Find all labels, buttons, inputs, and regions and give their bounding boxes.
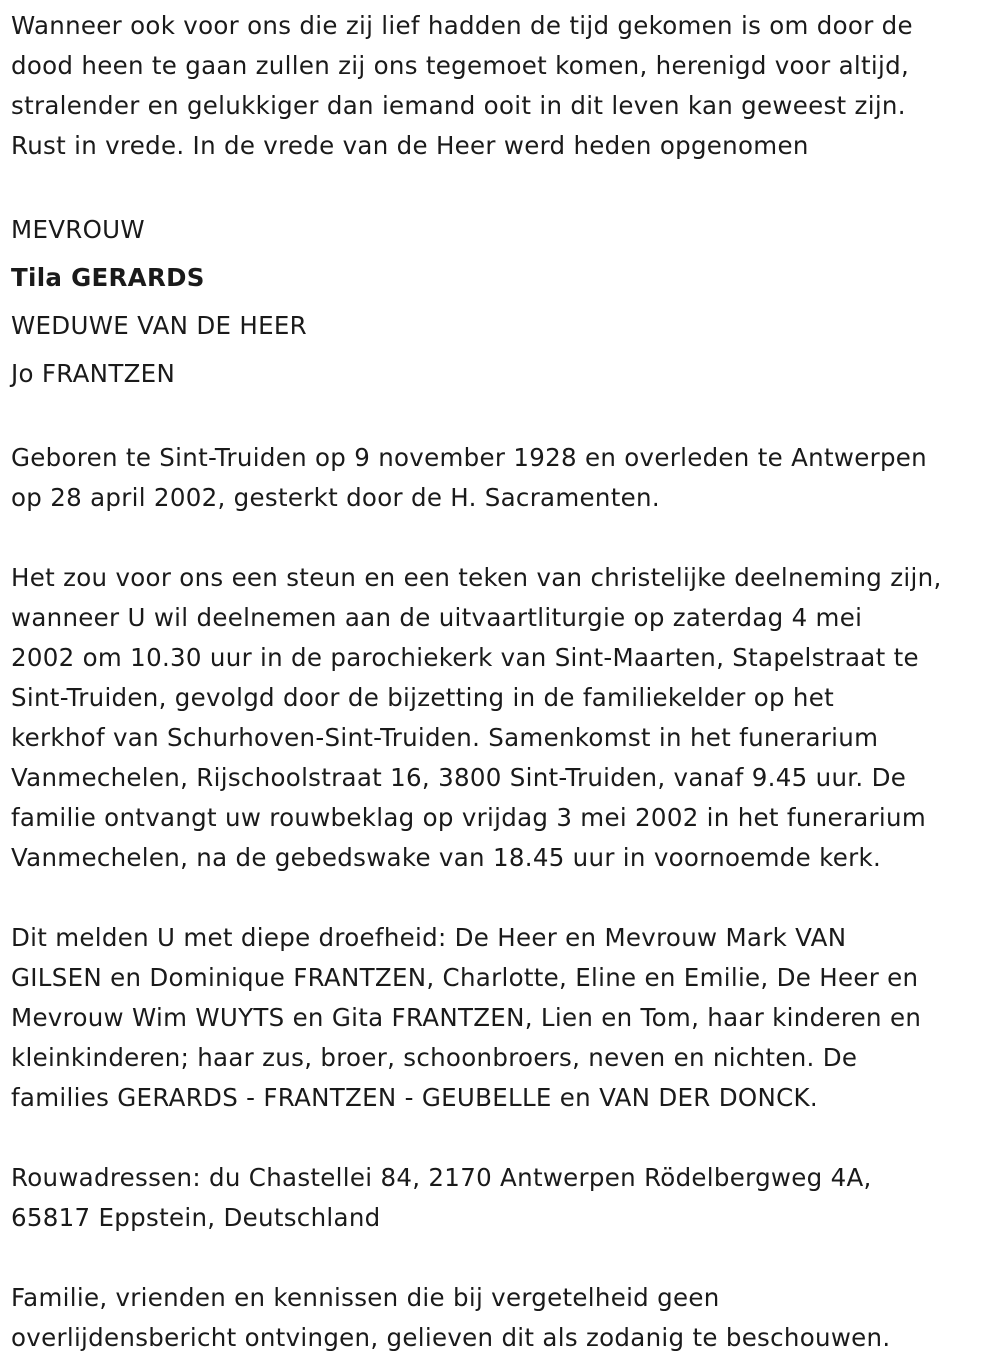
announcement-paragraph	[11, 918, 996, 1118]
text-line: Het zou voor ons een steun en een teken van christelijke deelneming zijn,	[11, 563, 942, 592]
text-line: familie ontvangt uw rouwbeklag op vrijdag 3 mei 2002 in het funerarium	[11, 803, 927, 832]
paragraph-gap	[11, 518, 996, 558]
text-line: Familie, vrienden en kennissen die bij vergetelheid geen	[11, 1283, 720, 1312]
text-line: GILSEN en Dominique FRANTZEN, Charlotte, Eline en Emilie, De Heer en	[11, 963, 919, 992]
text-line: Geboren te Sint-Truiden op 9 november 1928 en overleden te Antwerpen	[11, 443, 928, 472]
text-line: wanneer U wil deelnemen aan de uitvaartliturgie op zaterdag 4 mei	[11, 603, 863, 632]
deceased-title: MEVROUW	[11, 215, 145, 244]
deceased-name: Tila GERARDS	[11, 263, 205, 292]
text-line: Rouwadressen: du Chastellei 84, 2170 Antwerpen Rödelbergweg 4A,	[11, 1163, 872, 1192]
addresses-paragraph	[11, 1158, 996, 1238]
text-line: Sint-Truiden, gevolgd door de bijzetting in de familiekelder op het	[11, 683, 835, 712]
text-line: Mevrouw Wim WUYTS en Gita FRANTZEN, Lien en Tom, haar kinderen en	[11, 1003, 922, 1032]
closing-paragraph	[11, 1278, 996, 1358]
text-line: 2002 om 10.30 uur in de parochiekerk van Sint-Maarten, Stapelstraat te	[11, 643, 919, 672]
birth-death-paragraph	[11, 438, 996, 518]
text-line: Vanmechelen, na de gebedswake van 18.45 uur in voornoemde kerk.	[11, 843, 882, 872]
text-line: overlijdensbericht ontvingen, gelieven dit als zodanig te beschouwen.	[11, 1323, 891, 1352]
text-line: families GERARDS - FRANTZEN - GEUBELLE en VAN DER DONCK.	[11, 1083, 818, 1112]
paragraph-gap	[11, 1238, 996, 1278]
deceased-relation: WEDUWE VAN DE HEER	[11, 311, 308, 340]
intro-paragraph	[11, 6, 996, 166]
text-line: Rust in vrede. In de vrede van de Heer werd heden opgenomen	[11, 131, 809, 160]
text-line: op 28 april 2002, gesterkt door de H. Sacramenten.	[11, 483, 660, 512]
text-line: stralender en gelukkiger dan iemand ooit in dit leven kan geweest zijn.	[11, 91, 906, 120]
text-line: kerkhof van Schurhoven-Sint-Truiden. Samenkomst in het funerarium	[11, 723, 879, 752]
text-line: 65817 Eppstein, Deutschland	[11, 1203, 381, 1232]
text-line: Dit melden U met diepe droefheid: De Heer en Mevrouw Mark VAN	[11, 923, 847, 952]
paragraph-gap	[11, 878, 996, 918]
deceased-spouse: Jo FRANTZEN	[11, 359, 176, 388]
paragraph-gap	[11, 398, 996, 438]
text-line: kleinkinderen; haar zus, broer, schoonbroers, neven en nichten. De	[11, 1043, 858, 1072]
obituary-document	[11, 6, 996, 1358]
text-line: Vanmechelen, Rijschoolstraat 16, 3800 Sint-Truiden, vanaf 9.45 uur. De	[11, 763, 907, 792]
deceased-block	[11, 206, 996, 398]
text-line: dood heen te gaan zullen zij ons tegemoet komen, herenigd voor altijd,	[11, 51, 910, 80]
funeral-paragraph	[11, 558, 996, 878]
text-line: Wanneer ook voor ons die zij lief hadden de tijd gekomen is om door de	[11, 11, 913, 40]
paragraph-gap	[11, 1118, 996, 1158]
paragraph-gap	[11, 166, 996, 206]
